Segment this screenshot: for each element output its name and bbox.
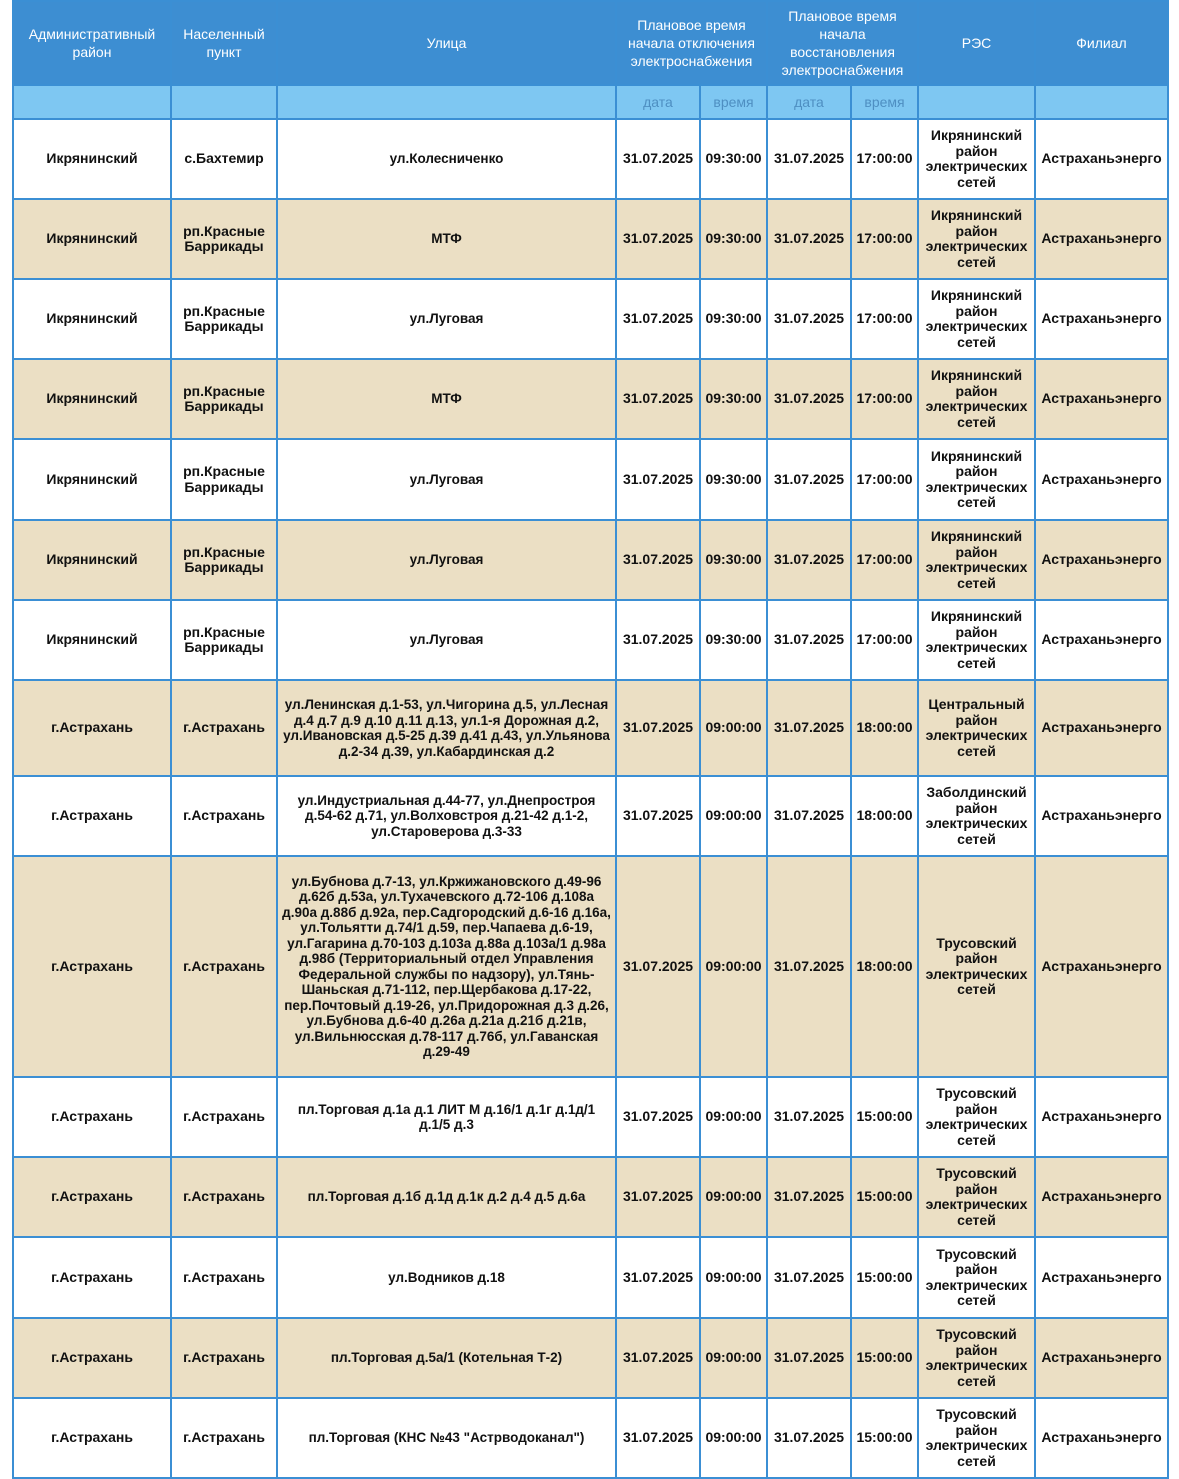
cell-on-time: 17:00:00 [851,600,918,680]
subheader-empty [277,85,616,119]
cell-on-time: 17:00:00 [851,520,918,600]
cell-on-time: 17:00:00 [851,279,918,359]
cell-street: ул.Колесниченко [277,119,616,199]
cell-district: г.Астрахань [13,680,171,776]
cell-locality: рп.Красные Баррикады [171,199,277,279]
cell-res: Центральный район электрических сетей [918,680,1035,776]
cell-locality: г.Астрахань [171,1398,277,1478]
cell-off-date: 31.07.2025 [616,1398,700,1478]
cell-street: ул.Луговая [277,520,616,600]
cell-locality: рп.Красные Баррикады [171,600,277,680]
cell-street: пл.Торговая д.5а/1 (Котельная Т-2) [277,1318,616,1398]
cell-street: ул.Водников д.18 [277,1237,616,1318]
cell-off-time: 09:30:00 [700,119,767,199]
cell-street: ул.Луговая [277,600,616,680]
table-row [13,776,1168,856]
cell-off-date: 31.07.2025 [616,776,700,856]
table-row [13,856,1168,1077]
cell-res: Икрянинский район электрических сетей [918,600,1035,680]
cell-off-date: 31.07.2025 [616,856,700,1077]
cell-branch: Астраханьэнерго [1035,776,1168,856]
cell-district: г.Астрахань [13,776,171,856]
cell-off-date: 31.07.2025 [616,439,700,520]
cell-on-time: 15:00:00 [851,1398,918,1478]
cell-off-time: 09:30:00 [700,439,767,520]
cell-off-time: 09:30:00 [700,279,767,359]
cell-on-time: 15:00:00 [851,1077,918,1157]
cell-on-time: 15:00:00 [851,1237,918,1318]
cell-off-time: 09:00:00 [700,776,767,856]
cell-locality: с.Бахтемир [171,119,277,199]
cell-off-date: 31.07.2025 [616,359,700,439]
cell-district: Икрянинский [13,279,171,359]
cell-district: г.Астрахань [13,1318,171,1398]
outage-table [12,0,1169,1479]
table-row [13,1318,1168,1398]
cell-branch: Астраханьэнерго [1035,1318,1168,1398]
cell-street: МТФ [277,359,616,439]
cell-off-time: 09:30:00 [700,359,767,439]
cell-res: Икрянинский район электрических сетей [918,439,1035,520]
cell-off-date: 31.07.2025 [616,1157,700,1237]
cell-on-date: 31.07.2025 [767,1318,851,1398]
cell-branch: Астраханьэнерго [1035,359,1168,439]
cell-off-time: 09:00:00 [700,1077,767,1157]
cell-street: ул.Бубнова д.7-13, ул.Кржижановского д.49-96 д.62б д.53а, ул.Тухачевского д.72-106 д.108а д.90а д.88б д.92а, пер.Садгородский д.6-16 д.16а, ул.Тольятти д.74/1 д.59, пер.Чапаева д.6-19, ул.Гагарина д.70-103 д.103а д.88а д.103а/1 д.98а д.98б (Территориальный отдел Управления Федеральной службы по надзору), ул.Тянь-Шаньская д.71-112, пер.Щербакова д.17-22, пер.Почтовый д.19-26, ул.Придорожная д.3 д.26, ул.Бубнова д.6-40 д.26а д.21а д.21б д.21в, ул.Вильнюсская д.78-117 д.76б, ул.Гаванская д.29-49 [277,856,616,1077]
cell-street: пл.Торговая (КНС №43 "Астрводоканал") [277,1398,616,1478]
cell-branch: Астраханьэнерго [1035,119,1168,199]
cell-locality: рп.Красные Баррикады [171,439,277,520]
subheader-empty [1035,85,1168,119]
cell-on-time: 17:00:00 [851,359,918,439]
cell-district: г.Астрахань [13,1398,171,1478]
cell-off-date: 31.07.2025 [616,279,700,359]
header-locality[interactable]: Населенный пункт [171,1,277,85]
cell-res: Трусовский район электрических сетей [918,856,1035,1077]
cell-branch: Астраханьэнерго [1035,439,1168,520]
cell-off-date: 31.07.2025 [616,600,700,680]
cell-off-date: 31.07.2025 [616,119,700,199]
table-row [13,359,1168,439]
cell-branch: Астраханьэнерго [1035,856,1168,1077]
cell-res: Трусовский район электрических сетей [918,1237,1035,1318]
table-row [13,279,1168,359]
cell-off-time: 09:00:00 [700,856,767,1077]
header-off-time[interactable]: Плановое время начала отключения электроснабжения [616,1,767,85]
cell-locality: г.Астрахань [171,1237,277,1318]
table-row [13,600,1168,680]
subheader-on-time[interactable]: время [851,85,918,119]
cell-street: ул.Луговая [277,439,616,520]
cell-branch: Астраханьэнерго [1035,199,1168,279]
cell-branch: Астраханьэнерго [1035,1237,1168,1318]
cell-on-date: 31.07.2025 [767,1077,851,1157]
cell-street: МТФ [277,199,616,279]
header-res[interactable]: РЭС [918,1,1035,85]
cell-branch: Астраханьэнерго [1035,680,1168,776]
cell-on-date: 31.07.2025 [767,199,851,279]
cell-on-time: 18:00:00 [851,776,918,856]
outage-table-container [12,0,1167,1479]
cell-district: Икрянинский [13,520,171,600]
cell-res: Икрянинский район электрических сетей [918,359,1035,439]
cell-locality: г.Астрахань [171,1157,277,1237]
cell-district: г.Астрахань [13,1237,171,1318]
subheader-empty [918,85,1035,119]
cell-res: Икрянинский район электрических сетей [918,199,1035,279]
table-body [13,119,1168,1478]
subheader-empty [171,85,277,119]
cell-off-date: 31.07.2025 [616,199,700,279]
cell-district: Икрянинский [13,359,171,439]
cell-res: Икрянинский район электрических сетей [918,520,1035,600]
cell-branch: Астраханьэнерго [1035,1398,1168,1478]
cell-on-date: 31.07.2025 [767,856,851,1077]
cell-on-date: 31.07.2025 [767,1398,851,1478]
cell-off-date: 31.07.2025 [616,680,700,776]
cell-on-time: 18:00:00 [851,680,918,776]
cell-on-time: 17:00:00 [851,439,918,520]
cell-off-time: 09:00:00 [700,1398,767,1478]
cell-locality: рп.Красные Баррикады [171,520,277,600]
cell-locality: г.Астрахань [171,1318,277,1398]
cell-on-date: 31.07.2025 [767,279,851,359]
cell-district: г.Астрахань [13,1157,171,1237]
cell-branch: Астраханьэнерго [1035,279,1168,359]
cell-on-date: 31.07.2025 [767,359,851,439]
table-row [13,1237,1168,1318]
cell-district: г.Астрахань [13,856,171,1077]
cell-on-date: 31.07.2025 [767,680,851,776]
cell-off-time: 09:00:00 [700,1237,767,1318]
table-row [13,1157,1168,1237]
cell-off-date: 31.07.2025 [616,1237,700,1318]
header-district[interactable]: Административный район [13,1,171,85]
table-header [13,1,1168,119]
cell-locality: рп.Красные Баррикады [171,279,277,359]
cell-res: Трусовский район электрических сетей [918,1398,1035,1478]
cell-on-time: 17:00:00 [851,199,918,279]
table-row [13,439,1168,520]
cell-district: Икрянинский [13,119,171,199]
cell-off-time: 09:00:00 [700,1157,767,1237]
cell-on-date: 31.07.2025 [767,776,851,856]
cell-res: Трусовский район электрических сетей [918,1157,1035,1237]
cell-locality: рп.Красные Баррикады [171,359,277,439]
header-branch[interactable]: Филиал [1035,1,1168,85]
cell-off-date: 31.07.2025 [616,1077,700,1157]
cell-branch: Астраханьэнерго [1035,1157,1168,1237]
cell-on-date: 31.07.2025 [767,1237,851,1318]
cell-on-date: 31.07.2025 [767,600,851,680]
cell-locality: г.Астрахань [171,776,277,856]
table-row [13,1398,1168,1478]
cell-on-date: 31.07.2025 [767,520,851,600]
cell-res: Заболдинский район электрических сетей [918,776,1035,856]
cell-on-date: 31.07.2025 [767,119,851,199]
subheader-off-date[interactable]: дата [616,85,700,119]
cell-on-time: 17:00:00 [851,119,918,199]
cell-district: г.Астрахань [13,1077,171,1157]
table-row [13,520,1168,600]
cell-locality: г.Астрахань [171,856,277,1077]
cell-on-date: 31.07.2025 [767,1157,851,1237]
header-restore-time[interactable]: Плановое время начала восстановления электроснабжения [767,1,918,85]
cell-street: пл.Торговая д.1б д.1д д.1к д.2 д.4 д.5 д.6а [277,1157,616,1237]
cell-res: Икрянинский район электрических сетей [918,279,1035,359]
cell-off-time: 09:00:00 [700,1318,767,1398]
cell-res: Трусовский район электрических сетей [918,1077,1035,1157]
cell-district: Икрянинский [13,600,171,680]
cell-off-date: 31.07.2025 [616,1318,700,1398]
cell-street: ул.Луговая [277,279,616,359]
cell-street: ул.Ленинская д.1-53, ул.Чигорина д.5, ул.Лесная д.4 д.7 д.9 д.10 д.11 д.13, ул.1-я Дорожная д.2, ул.Ивановская д.5-25 д.39 д.41 д.43, ул.Ульянова д.2-34 д.39, ул.Кабардинская д.2 [277,680,616,776]
table-row [13,199,1168,279]
cell-locality: г.Астрахань [171,1077,277,1157]
cell-on-time: 15:00:00 [851,1157,918,1237]
table-row [13,680,1168,776]
cell-locality: г.Астрахань [171,680,277,776]
subheader-on-date[interactable]: дата [767,85,851,119]
cell-on-time: 18:00:00 [851,856,918,1077]
subheader-empty [13,85,171,119]
table-row [13,119,1168,199]
cell-branch: Астраханьэнерго [1035,520,1168,600]
cell-off-time: 09:30:00 [700,520,767,600]
cell-on-time: 15:00:00 [851,1318,918,1398]
cell-res: Трусовский район электрических сетей [918,1318,1035,1398]
cell-off-time: 09:30:00 [700,199,767,279]
cell-district: Икрянинский [13,439,171,520]
header-street[interactable]: Улица [277,1,616,85]
cell-off-date: 31.07.2025 [616,520,700,600]
cell-off-time: 09:30:00 [700,600,767,680]
cell-branch: Астраханьэнерго [1035,1077,1168,1157]
cell-street: ул.Индустриальная д.44-77, ул.Днепростроя д.54-62 д.71, ул.Волховстроя д.21-42 д.1-2, ул.Староверова д.3-33 [277,776,616,856]
subheader-off-time[interactable]: время [700,85,767,119]
cell-res: Икрянинский район электрических сетей [918,119,1035,199]
cell-off-time: 09:00:00 [700,680,767,776]
cell-district: Икрянинский [13,199,171,279]
cell-street: пл.Торговая д.1а д.1 ЛИТ М д.16/1 д.1г д.1д/1 д.1/5 д.3 [277,1077,616,1157]
cell-branch: Астраханьэнерго [1035,600,1168,680]
cell-on-date: 31.07.2025 [767,439,851,520]
table-row [13,1077,1168,1157]
